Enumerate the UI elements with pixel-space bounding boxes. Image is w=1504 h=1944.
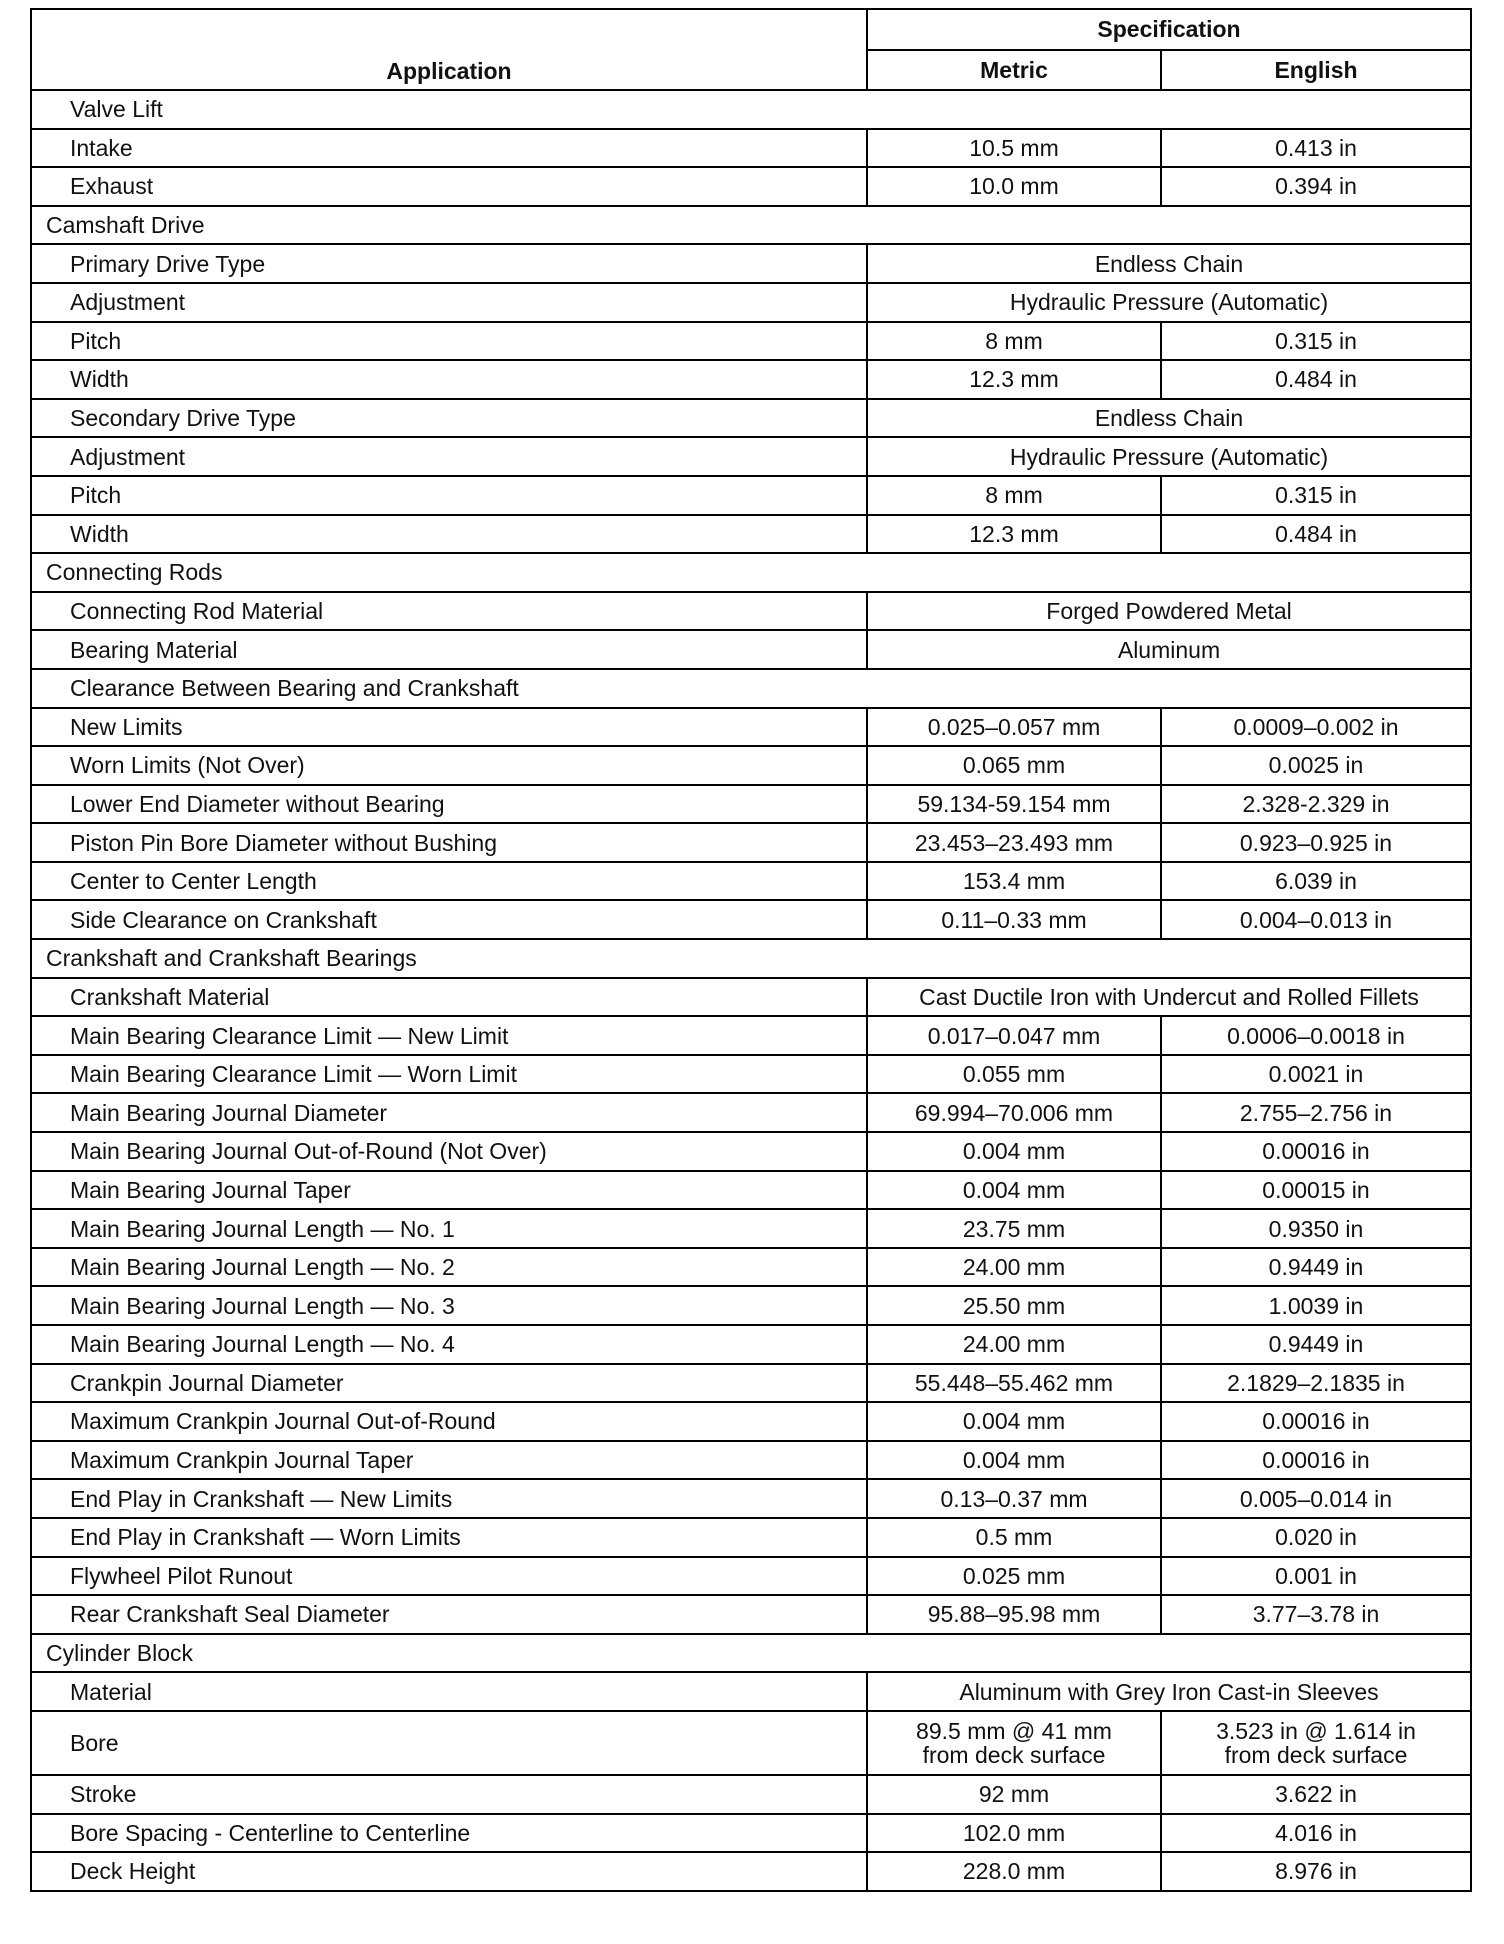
table-row [31,167,1471,206]
table-row [31,785,1471,824]
application-cell: Bore Spacing - Centerline to Centerline [31,1814,867,1853]
metric-cell: 153.4 mm [867,862,1161,901]
application-cell: Pitch [31,476,867,515]
application-cell: Flywheel Pilot Runout [31,1557,867,1596]
application-cell: Main Bearing Journal Diameter [31,1093,867,1132]
table-row [31,515,1471,554]
table-row [31,1852,1471,1891]
table-row [31,1093,1471,1132]
metric-cell: 228.0 mm [867,1852,1161,1891]
metric-cell: 69.994–70.006 mm [867,1093,1161,1132]
specification-cell: Hydraulic Pressure (Automatic) [867,283,1471,322]
application-cell: Adjustment [31,437,867,476]
application-cell: Bearing Material [31,630,867,669]
application-cell: Exhaust [31,167,867,206]
table-row [31,1286,1471,1325]
application-cell: Deck Height [31,1852,867,1891]
metric-cell: 8 mm [867,322,1161,361]
application-cell: Maximum Crankpin Journal Out-of-Round [31,1402,867,1441]
table-row [31,823,1471,862]
metric-cell: 25.50 mm [867,1286,1161,1325]
table-row [31,1171,1471,1210]
application-cell: Width [31,515,867,554]
specification-header: Specification [867,9,1471,50]
specification-cell: Endless Chain [867,399,1471,438]
table-row [31,1557,1471,1596]
table-row [31,1402,1471,1441]
metric-cell: 23.453–23.493 mm [867,823,1161,862]
section-label: Crankshaft and Crankshaft Bearings [31,939,1471,978]
english-cell: 3.523 in @ 1.614 in from deck surface [1161,1711,1471,1775]
metric-cell: 0.004 mm [867,1132,1161,1171]
application-cell: Main Bearing Journal Length — No. 4 [31,1325,867,1364]
application-cell: Width [31,360,867,399]
english-cell: 0.9449 in [1161,1248,1471,1287]
metric-cell: 95.88–95.98 mm [867,1595,1161,1634]
table-row [31,1814,1471,1853]
metric-cell: 0.5 mm [867,1518,1161,1557]
english-cell: 4.016 in [1161,1814,1471,1853]
table-row [31,322,1471,361]
english-cell: 0.484 in [1161,360,1471,399]
section-label: Cylinder Block [31,1634,1471,1673]
metric-cell: 10.0 mm [867,167,1161,206]
table-row [31,1325,1471,1364]
english-cell: 0.0025 in [1161,746,1471,785]
metric-cell: 0.055 mm [867,1055,1161,1094]
table-row [31,1711,1471,1775]
english-cell: 0.315 in [1161,476,1471,515]
application-cell: Main Bearing Journal Taper [31,1171,867,1210]
english-cell: 0.0021 in [1161,1055,1471,1094]
application-cell: End Play in Crankshaft — Worn Limits [31,1518,867,1557]
application-cell: Secondary Drive Type [31,399,867,438]
english-cell: 0.413 in [1161,129,1471,168]
table-body [31,90,1471,1891]
english-cell: 0.0009–0.002 in [1161,708,1471,747]
application-cell: Main Bearing Journal Length — No. 1 [31,1209,867,1248]
application-cell: Rear Crankshaft Seal Diameter [31,1595,867,1634]
table-row [31,1479,1471,1518]
application-cell: End Play in Crankshaft — New Limits [31,1479,867,1518]
english-cell: 2.1829–2.1835 in [1161,1364,1471,1403]
metric-cell: 0.004 mm [867,1402,1161,1441]
metric-cell: 92 mm [867,1775,1161,1814]
spec-table [30,8,1472,1892]
section-label: Connecting Rods [31,553,1471,592]
application-header: Application [31,9,867,90]
application-cell: Main Bearing Journal Length — No. 3 [31,1286,867,1325]
application-cell: Main Bearing Clearance Limit — Worn Limit [31,1055,867,1094]
english-cell: 0.0006–0.0018 in [1161,1016,1471,1055]
application-cell: Main Bearing Journal Out-of-Round (Not Over) [31,1132,867,1171]
metric-cell: 0.11–0.33 mm [867,900,1161,939]
table-row [31,1595,1471,1634]
table-row [31,399,1471,438]
metric-cell: 24.00 mm [867,1325,1161,1364]
english-cell: 0.00016 in [1161,1441,1471,1480]
metric-cell: 8 mm [867,476,1161,515]
english-cell: 2.328-2.329 in [1161,785,1471,824]
application-cell: Connecting Rod Material [31,592,867,631]
metric-cell: 55.448–55.462 mm [867,1364,1161,1403]
english-cell: 0.005–0.014 in [1161,1479,1471,1518]
table-row [31,283,1471,322]
specification-cell: Cast Ductile Iron with Undercut and Rolled Fillets [867,978,1471,1017]
table-row [31,437,1471,476]
metric-cell: 89.5 mm @ 41 mm from deck surface [867,1711,1161,1775]
application-cell: Material [31,1672,867,1711]
application-cell: Lower End Diameter without Bearing [31,785,867,824]
table-row [31,1672,1471,1711]
english-cell: 0.315 in [1161,322,1471,361]
english-cell: 0.9350 in [1161,1209,1471,1248]
english-cell: 0.020 in [1161,1518,1471,1557]
metric-cell: 0.065 mm [867,746,1161,785]
table-row [31,862,1471,901]
table-row [31,592,1471,631]
table-row [31,1209,1471,1248]
application-cell: Main Bearing Journal Length — No. 2 [31,1248,867,1287]
table-row [31,1055,1471,1094]
metric-cell: 0.004 mm [867,1441,1161,1480]
application-cell: Worn Limits (Not Over) [31,746,867,785]
section-label: Camshaft Drive [31,206,1471,245]
application-cell: Adjustment [31,283,867,322]
section-row [31,939,1471,978]
application-cell: New Limits [31,708,867,747]
metric-cell: 0.004 mm [867,1171,1161,1210]
table-row [31,1132,1471,1171]
table-row [31,1364,1471,1403]
application-cell: Bore [31,1711,867,1775]
application-cell: Piston Pin Bore Diameter without Bushing [31,823,867,862]
english-cell: 0.001 in [1161,1557,1471,1596]
english-cell: 0.394 in [1161,167,1471,206]
application-cell: Stroke [31,1775,867,1814]
application-cell: Crankshaft Material [31,978,867,1017]
section-row [31,553,1471,592]
metric-cell: 23.75 mm [867,1209,1161,1248]
specification-cell: Aluminum [867,630,1471,669]
specification-cell: Endless Chain [867,244,1471,283]
application-cell: Intake [31,129,867,168]
specification-cell: Aluminum with Grey Iron Cast-in Sleeves [867,1672,1471,1711]
application-cell: Pitch [31,322,867,361]
metric-cell: 12.3 mm [867,360,1161,399]
table-row [31,1016,1471,1055]
section-label: Valve Lift [31,90,1471,129]
table-header [31,9,1471,90]
section-label: Clearance Between Bearing and Crankshaft [31,669,1471,708]
metric-cell: 59.134-59.154 mm [867,785,1161,824]
english-cell: 0.00016 in [1161,1402,1471,1441]
section-row [31,1634,1471,1673]
application-cell: Crankpin Journal Diameter [31,1364,867,1403]
table-row [31,978,1471,1017]
specification-cell: Forged Powdered Metal [867,592,1471,631]
metric-cell: 0.017–0.047 mm [867,1016,1161,1055]
english-cell: 8.976 in [1161,1852,1471,1891]
metric-cell: 102.0 mm [867,1814,1161,1853]
application-cell: Center to Center Length [31,862,867,901]
english-cell: 0.484 in [1161,515,1471,554]
specification-cell: Hydraulic Pressure (Automatic) [867,437,1471,476]
table-row [31,630,1471,669]
english-cell: 0.00015 in [1161,1171,1471,1210]
table-row [31,244,1471,283]
section-row [31,90,1471,129]
application-cell: Maximum Crankpin Journal Taper [31,1441,867,1480]
english-cell: 0.923–0.925 in [1161,823,1471,862]
table-row [31,476,1471,515]
section-row [31,669,1471,708]
metric-header: Metric [867,50,1161,91]
metric-cell: 0.025–0.057 mm [867,708,1161,747]
english-cell: 0.00016 in [1161,1132,1471,1171]
metric-cell: 12.3 mm [867,515,1161,554]
english-cell: 0.9449 in [1161,1325,1471,1364]
table-row [31,1518,1471,1557]
english-cell: 2.755–2.756 in [1161,1093,1471,1132]
metric-cell: 10.5 mm [867,129,1161,168]
table-row [31,1248,1471,1287]
table-row [31,1775,1471,1814]
metric-cell: 24.00 mm [867,1248,1161,1287]
metric-cell: 0.025 mm [867,1557,1161,1596]
table-row [31,360,1471,399]
table-row [31,129,1471,168]
table-row [31,900,1471,939]
english-cell: 0.004–0.013 in [1161,900,1471,939]
application-cell: Side Clearance on Crankshaft [31,900,867,939]
english-cell: 6.039 in [1161,862,1471,901]
section-row [31,206,1471,245]
table-row [31,708,1471,747]
application-cell: Primary Drive Type [31,244,867,283]
english-header: English [1161,50,1471,91]
table-row [31,1441,1471,1480]
table-row [31,746,1471,785]
metric-cell: 0.13–0.37 mm [867,1479,1161,1518]
english-cell: 3.77–3.78 in [1161,1595,1471,1634]
english-cell: 1.0039 in [1161,1286,1471,1325]
english-cell: 3.622 in [1161,1775,1471,1814]
application-cell: Main Bearing Clearance Limit — New Limit [31,1016,867,1055]
